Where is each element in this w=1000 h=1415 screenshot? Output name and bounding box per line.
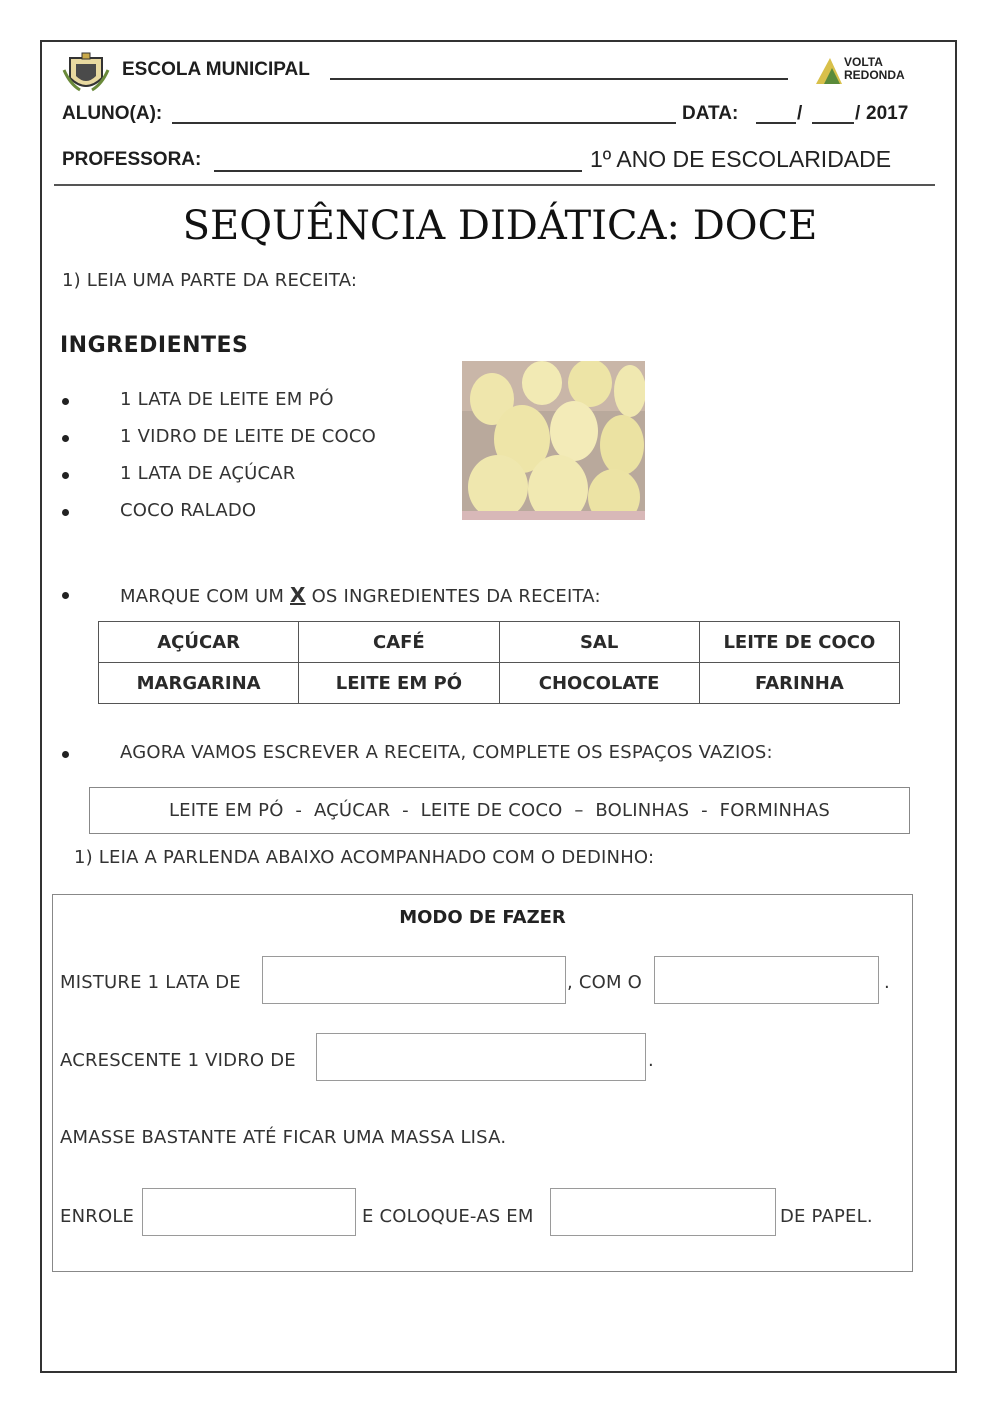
word-bank: LEITE EM PÓ - AÇÚCAR - LEITE DE COCO – BOLINHAS - FORMINHAS	[168, 800, 831, 821]
ingredient-item: 1 LATA DE LEITE EM PÓ	[120, 389, 334, 410]
ingredient-option-cell[interactable]: AÇÚCAR	[99, 622, 299, 663]
date-sep-1: /	[797, 103, 803, 124]
blank-field[interactable]	[316, 1033, 646, 1081]
ingredient-option-cell[interactable]: SAL	[499, 622, 699, 663]
method-heading: MODO DE FAZER	[399, 907, 566, 928]
date-label: DATA:	[682, 103, 739, 124]
coconut-sweets-photo	[462, 361, 645, 520]
student-name-line[interactable]	[172, 122, 676, 124]
ingredient-item: 1 LATA DE AÇÚCAR	[120, 463, 296, 484]
school-crest-icon	[62, 50, 110, 96]
date-year: 2017	[866, 103, 909, 124]
table-row	[99, 663, 900, 704]
ingredient-option-cell[interactable]: MARGARINA	[99, 663, 299, 704]
page-title: SEQUÊNCIA DIDÁTICA: DOCE	[182, 203, 818, 249]
bullet-icon	[62, 592, 69, 599]
bullet-icon	[62, 435, 69, 442]
school-label: ESCOLA MUNICIPAL	[122, 59, 310, 80]
city-logo-icon	[814, 54, 844, 88]
ingredient-option-cell[interactable]: LEITE DE COCO	[699, 622, 899, 663]
city-logo-line1: VOLTA	[844, 55, 883, 69]
method-line4-a: ENROLE	[60, 1206, 135, 1227]
ingredient-option-cell[interactable]: FARINHA	[699, 663, 899, 704]
ingredients-heading: INGREDIENTES	[60, 333, 249, 358]
city-logo-line2: REDONDA	[844, 68, 905, 82]
method-line1-b: , COM O	[567, 972, 642, 993]
method-line2-a: ACRESCENTE 1 VIDRO DE	[60, 1050, 296, 1071]
ingredient-option-cell[interactable]: LEITE EM PÓ	[299, 663, 499, 704]
date-month-line[interactable]	[812, 122, 854, 124]
table-row	[99, 622, 900, 663]
method-line3: AMASSE BASTANTE ATÉ FICAR UMA MASSA LISA.	[60, 1127, 507, 1148]
ingredient-item: COCO RALADO	[120, 500, 257, 521]
bullet-icon	[62, 398, 69, 405]
ingredient-item: 1 VIDRO DE LEITE DE COCO	[120, 426, 377, 447]
blank-field[interactable]	[550, 1188, 776, 1236]
student-label: ALUNO(A):	[62, 103, 163, 124]
school-name-line[interactable]	[330, 78, 788, 80]
blank-field[interactable]	[654, 956, 879, 1004]
bullet-icon	[62, 472, 69, 479]
date-sep-2: /	[855, 103, 861, 124]
mark-instruction-before: MARQUE COM UM	[120, 586, 285, 607]
ingredient-option-cell[interactable]: CAFÉ	[299, 622, 499, 663]
ingredient-choice-table	[98, 621, 900, 704]
method-line4-b: E COLOQUE-AS EM	[362, 1206, 534, 1227]
method-line1-c: .	[884, 972, 890, 993]
mark-x: X	[290, 583, 306, 607]
bullet-icon	[62, 509, 69, 516]
teacher-name-line[interactable]	[214, 170, 582, 172]
method-line2-b: .	[648, 1050, 654, 1071]
mark-instruction	[120, 583, 601, 607]
write-instruction: AGORA VAMOS ESCREVER A RECEITA, COMPLETE OS ESPAÇOS VAZIOS:	[120, 742, 773, 763]
blank-field[interactable]	[262, 956, 566, 1004]
city-logo-text	[844, 56, 905, 82]
method-line1-a: MISTURE 1 LATA DE	[60, 972, 241, 993]
grade-label: 1º ANO DE ESCOLARIDADE	[590, 146, 892, 172]
header-divider	[54, 184, 935, 186]
date-day-line[interactable]	[756, 122, 796, 124]
blank-field[interactable]	[142, 1188, 356, 1236]
teacher-label: PROFESSORA:	[62, 149, 202, 170]
ingredient-option-cell[interactable]: CHOCOLATE	[499, 663, 699, 704]
parlenda-instruction: 1) LEIA A PARLENDA ABAIXO ACOMPANHADO COM O DEDINHO:	[74, 847, 655, 868]
mark-instruction-after: OS INGREDIENTES DA RECEITA:	[311, 586, 601, 607]
bullet-icon	[62, 751, 69, 758]
question-1-instruction: 1) LEIA UMA PARTE DA RECEITA:	[62, 270, 358, 291]
method-line4-c: DE PAPEL.	[780, 1206, 873, 1227]
